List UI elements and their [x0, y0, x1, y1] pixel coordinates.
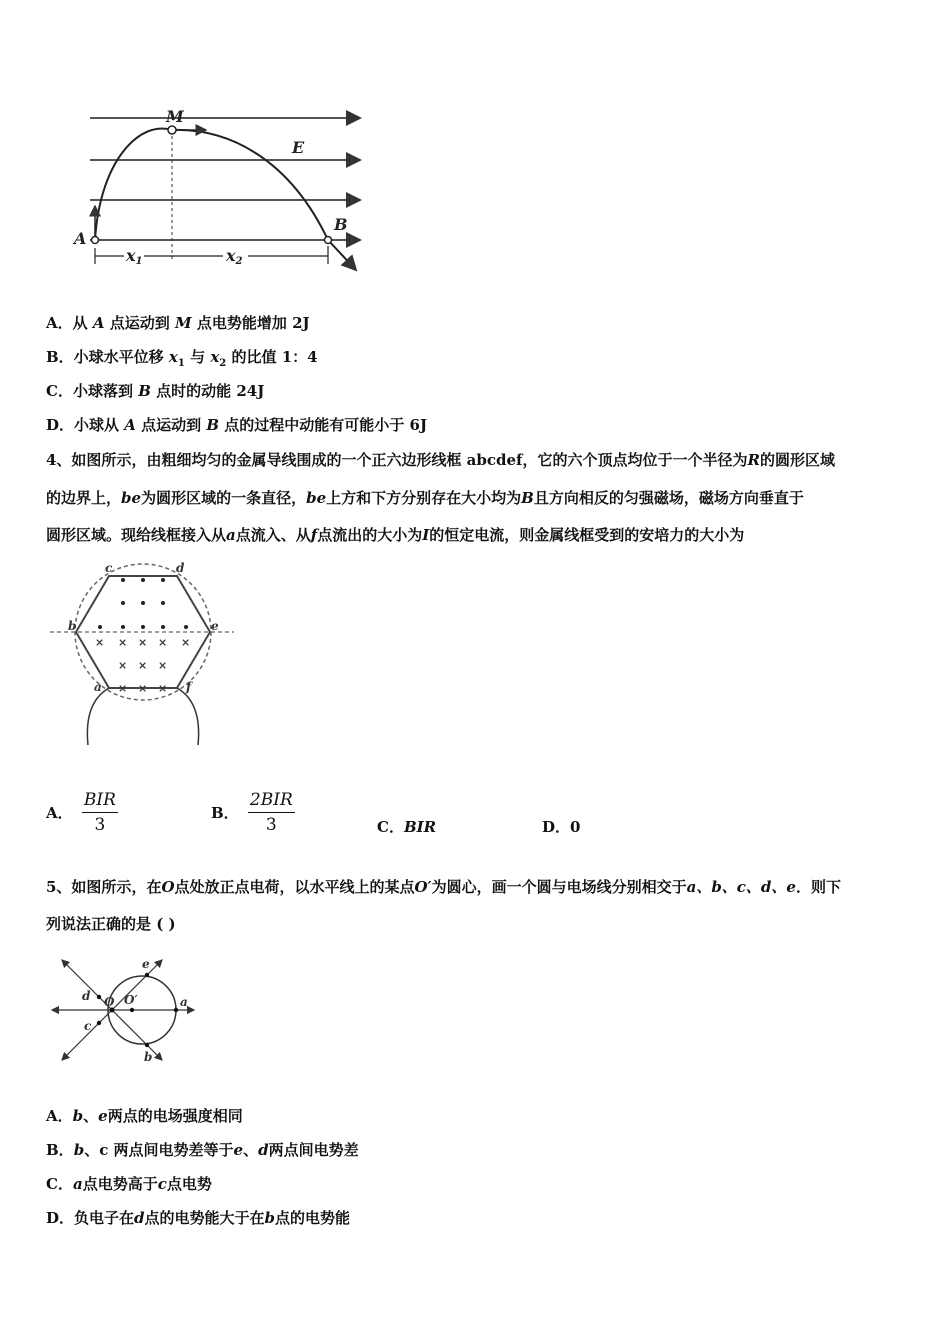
svg-text:×: ×: [118, 659, 128, 672]
point-m-marker: [168, 126, 176, 134]
hexagon-figure: [48, 560, 248, 750]
label-b: B: [334, 215, 348, 234]
svg-text:×: ×: [138, 659, 148, 672]
point-label-e: e: [142, 957, 150, 971]
q5-stem-line-2: 列说法正确的是 ( ): [46, 915, 176, 933]
label-a: A: [74, 229, 87, 248]
vertex-label-b: b: [68, 619, 77, 633]
vertex-label-a: a: [94, 680, 102, 694]
label-x1: x1: [126, 246, 143, 267]
field-circle-figure: [46, 948, 206, 1073]
label-e: E: [292, 138, 305, 157]
q3-option-d[interactable]: D．小球从 A 点运动到 B 点的过程中动能有可能小于 6J: [46, 416, 428, 434]
svg-text:×: ×: [118, 636, 128, 649]
point-a-marker: [92, 237, 99, 244]
q3-option-b[interactable]: B．小球水平位移 $x_1$ 与 $x_2$ 的比值 1：4: [46, 348, 318, 369]
point-b-marker: [325, 237, 332, 244]
svg-text:×: ×: [118, 682, 128, 695]
q5-stem-line-1: 5、如图所示，在O点处放正点电荷，以水平线上的某点O′为圆心，画一个圆与电场线分别相交于a、b、c、d、e．则下: [46, 878, 841, 896]
label-x2: x2: [226, 246, 243, 267]
q4-stem-line-2: 的边界上，be为圆形区域的一条直径，be上方和下方分别存在大小均为B且方向相反的匀强磁场，磁场方向垂直于: [46, 489, 804, 507]
q4-option-b[interactable]: B． $\frac{\text{2BIR}}{3}$: [211, 790, 293, 835]
q5-option-d[interactable]: D．负电子在d点的电势能大于在b点的电势能: [46, 1209, 351, 1227]
fraction-2bir-over-3: $\frac{\text{2BIR}}{3}$: [249, 790, 293, 835]
q4-stem-line-1: 4、如图所示，由粗细均匀的金属导线围成的一个正六边形线框 abcdef，它的六个顶点均位于一个半径为R的圆形区域: [46, 451, 835, 469]
q5-option-c[interactable]: C．a点电势高于c点电势: [46, 1175, 212, 1193]
q5-option-b[interactable]: B．b、c 两点间电势差等于e、d两点间电势差: [46, 1141, 359, 1159]
q3-option-a[interactable]: A．从 A 点运动到 M 点电势能增加 2J: [46, 314, 310, 332]
svg-text:×: ×: [158, 636, 168, 649]
lead-wire-a: [87, 688, 109, 745]
vertex-label-c: c: [105, 561, 113, 575]
point-label-o-prime: O′: [124, 993, 138, 1007]
svg-text:×: ×: [158, 659, 168, 672]
q4-option-a[interactable]: A． $\frac{\text{BIR}}{3}$: [46, 790, 116, 835]
q4-option-c[interactable]: C．BIR: [377, 818, 437, 836]
point-label-d: d: [82, 989, 91, 1003]
point-label-a: a: [180, 995, 188, 1009]
svg-text:×: ×: [138, 682, 148, 695]
q4-option-d[interactable]: D．0: [542, 818, 581, 836]
vertex-label-f: f: [186, 680, 192, 694]
svg-text:×: ×: [181, 636, 191, 649]
q5-option-a[interactable]: A．b、e两点的电场强度相同: [46, 1107, 243, 1125]
fraction-bir-over-3: $\frac{\text{BIR}}{3}$: [83, 790, 116, 835]
projectile-figure: [60, 100, 380, 280]
svg-text:×: ×: [95, 636, 105, 649]
vertex-label-e: e: [211, 619, 219, 633]
svg-text:×: ×: [138, 636, 148, 649]
label-m: M: [166, 107, 184, 126]
q4-stem-line-3: 圆形区域。现给线框接入从a点流入、从f点流出的大小为I的恒定电流，则金属线框受到的安培力的大小为: [46, 526, 745, 544]
vertex-label-d: d: [176, 561, 185, 575]
point-label-o: O: [104, 995, 115, 1009]
q3-option-c[interactable]: C．小球落到 B 点时的动能 24J: [46, 382, 265, 400]
svg-text:×: ×: [158, 682, 168, 695]
point-label-b: b: [144, 1050, 153, 1064]
lead-wire-f: [177, 688, 199, 745]
point-label-c: c: [84, 1019, 92, 1033]
